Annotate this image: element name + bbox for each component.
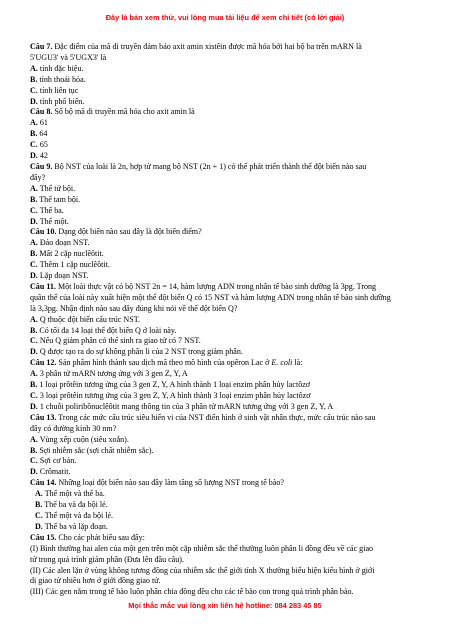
question-number: Câu 14. — [30, 478, 57, 488]
option-b — [30, 500, 428, 511]
option-d — [30, 347, 428, 358]
option-d — [30, 467, 428, 478]
option-b — [30, 249, 428, 260]
option-text: Đảo đoạn NST. — [37, 238, 90, 248]
option-letter: B. — [30, 380, 38, 390]
option-c — [30, 260, 428, 271]
option-letter: B. — [35, 500, 43, 510]
option-letter: C. — [30, 456, 38, 466]
option-c — [30, 336, 428, 347]
option-text: 64 — [37, 129, 48, 139]
question-9 — [30, 162, 428, 173]
option-b — [30, 326, 428, 337]
question-text: Những loại đột biến nào sau đây làm tăng số lượng NST trong tế bào? — [56, 478, 284, 488]
option-letter: C. — [30, 205, 38, 215]
option-a — [30, 184, 428, 195]
question-number: Câu 11. — [30, 281, 56, 291]
species-name: E. coli — [271, 358, 293, 368]
option-a — [30, 238, 428, 249]
option-text: Thể ba và đa bội lẻ. — [42, 500, 108, 510]
option-text: Sợi cơ bản. — [37, 456, 77, 466]
option-text: 61 — [37, 118, 48, 128]
statement-2-cont: dị giao tử nhiều hơn ở giới đồng giao tử. — [30, 576, 161, 586]
option-letter: A. — [30, 118, 38, 128]
option-text: Nếu Q giảm phân có thể sinh ra giao tử có 7 NST. — [37, 336, 201, 346]
question-12 — [30, 358, 428, 369]
option-c — [30, 86, 428, 97]
question-text-end: là: — [292, 358, 303, 368]
option-letter: C. — [30, 260, 38, 270]
option-c — [30, 206, 428, 217]
option-b — [30, 380, 428, 391]
question-14 — [30, 478, 428, 489]
option-a — [30, 64, 428, 75]
question-text-cont: đây có đường kính 30 nm? — [30, 423, 117, 433]
option-letter: A. — [30, 369, 38, 379]
question-8 — [30, 107, 428, 118]
question-number: Câu 15. — [30, 532, 57, 542]
question-text: Đặc điểm của mã di truyền đảm bảo axit amin xistêin được mã hóa bởi hai bộ ba trên mARN là — [52, 42, 362, 51]
option-letter: A. — [30, 183, 38, 193]
question-text: Bộ NST của loài là 2n, hợp tử mang bộ NST (2n + 1) có thể phát triển thành thể đột biến nào sau — [52, 161, 367, 171]
option-letter: D. — [35, 521, 43, 531]
option-letter: C. — [35, 510, 43, 520]
question-number: Câu 13. — [30, 412, 57, 422]
option-text: Vùng xếp cuộn (siêu xoắn). — [37, 434, 129, 444]
option-text: 1 chuỗi poliribônuclêôtit mang thông tin của 3 phân tử mARN tương ứng với 3 gen Z, Y, A — [37, 401, 334, 411]
question-number: Câu 10. — [30, 227, 57, 237]
option-text: Crômatit. — [37, 467, 71, 477]
option-text: Thể ba và lặp đoạn. — [42, 521, 108, 531]
option-c — [30, 511, 428, 522]
option-text: Mất 2 cặp nuclêôtit. — [37, 249, 104, 259]
option-c — [30, 391, 428, 402]
option-b — [30, 129, 428, 140]
option-letter: A. — [30, 238, 38, 248]
option-text: Thể ba. — [37, 205, 64, 215]
option-text: tính phổ biến. — [37, 96, 85, 106]
question-number: Câu 8. — [30, 107, 53, 117]
option-d — [30, 402, 428, 413]
document-body — [30, 42, 428, 598]
option-letter: B. — [30, 129, 38, 139]
option-text: tính thoái hóa. — [37, 74, 86, 84]
option-letter: D. — [30, 216, 38, 226]
question-text: Dạng đột biến nào sau đây là đột biến điểm? — [56, 227, 202, 237]
option-a — [30, 315, 428, 326]
option-a — [30, 435, 428, 446]
option-text: Q được tạo ra do sự không phân li của 2 NST trong giảm phân. — [37, 347, 243, 357]
option-letter: A. — [35, 489, 43, 499]
option-text: 1 loại prôtêin tương ứng của 3 gen Z, Y, A hình thành 1 loại enzim phân hủy lactôzơ — [37, 380, 311, 390]
option-text: 3 loại prôtêin tương ứng của 3 gen Z, Y, A hình thành 3 loại enzim phân hủy lactôzơ — [37, 391, 311, 400]
option-d — [30, 522, 428, 533]
statement-1: (I) Bình thường hai alen của một gen trên một cặp nhiễm sắc thể thường luôn phân li đồng đều về các giao — [30, 543, 374, 553]
option-letter: D. — [30, 151, 38, 161]
option-text: tính đặc hiệu. — [37, 63, 84, 73]
option-text: Có tối đa 14 loại thể đột biến Q ở loài này. — [37, 325, 177, 335]
option-b — [30, 195, 428, 206]
option-a — [30, 369, 428, 380]
option-text: Thể một và thể ba. — [42, 489, 105, 499]
option-d — [30, 97, 428, 108]
option-letter: B. — [30, 74, 38, 84]
option-d — [30, 271, 428, 282]
option-c — [30, 140, 428, 151]
option-text: Thể tam bội. — [37, 194, 81, 204]
question-number: Câu 12. — [30, 358, 57, 368]
option-a — [30, 118, 428, 129]
question-text: Trong các mức cấu trúc siêu hiển vi của NST điển hình ở sinh vật nhân thực, mức cấu trúc nào sau — [56, 412, 376, 422]
option-c — [30, 456, 428, 467]
option-text: 42 — [37, 151, 48, 161]
option-letter: C. — [30, 140, 38, 150]
option-text: Sợi nhiễm sắc (sợi chất nhiễm sắc). — [37, 445, 154, 455]
option-letter: D. — [30, 347, 38, 357]
option-letter: B. — [30, 249, 38, 259]
hotline-notice: Mọi thắc mắc vui lòng xin liên hệ hotline: 084 283 45 85 — [128, 601, 322, 610]
option-text: Thể một. — [37, 216, 69, 226]
question-number: Câu 7. — [30, 42, 53, 51]
option-a — [30, 489, 428, 500]
option-b — [30, 75, 428, 86]
question-text-cont: 5'UGU3' và 5'UGX3' là — [30, 52, 107, 62]
question-text: Số bộ mã di truyền mã hóa cho axit amin là — [52, 107, 195, 117]
question-text: Cho các phát biểu sau đây: — [56, 532, 145, 542]
option-letter: D. — [30, 271, 38, 281]
option-d — [30, 217, 428, 228]
option-text: Thêm 1 cặp nuclêôtit. — [37, 260, 110, 270]
question-13 — [30, 413, 428, 424]
question-text: Sản phẩm hình thành sau dịch mã theo mô hình của opêron Lac ở — [56, 358, 272, 368]
option-text: Thể tứ bội. — [37, 183, 76, 193]
statement-1-cont: tử trong quá trình giảm phân (Đưa lên đầu câu). — [30, 554, 184, 564]
option-letter: B. — [30, 445, 38, 455]
option-text: Thể một và đa bội lẻ. — [42, 510, 114, 520]
option-text: 3 phân tử mARN tương ứng với 3 gen Z, Y, A — [37, 369, 188, 379]
question-number: Câu 9. — [30, 161, 53, 171]
option-letter: B. — [30, 194, 38, 204]
question-15 — [30, 533, 428, 544]
option-letter: D. — [30, 96, 38, 106]
option-letter: D. — [30, 467, 38, 477]
option-letter: C. — [30, 336, 38, 346]
option-b — [30, 446, 428, 457]
option-text: Lặp đoạn NST. — [37, 271, 89, 281]
option-letter: A. — [30, 434, 38, 444]
question-11 — [30, 282, 428, 293]
option-d — [30, 151, 428, 162]
option-letter: D. — [30, 401, 38, 411]
option-letter: A. — [30, 314, 38, 324]
option-letter: C. — [30, 85, 38, 95]
question-7 — [30, 42, 428, 53]
question-text-cont: là 3,3pg. Nhận định nào sau đây đúng khi nói về thể đột biến Q? — [30, 303, 238, 313]
question-text-cont: đây? — [30, 172, 46, 182]
preview-notice: Đây là bản xem thử, vui lòng mua tài liệu để xem chi tiết (có lời giải) — [105, 13, 345, 22]
statement-3: (III) Các gen nằm trong tế bào luôn phân chia đồng đều cho các tế bào con trong quá trình phân bào. — [30, 587, 354, 597]
option-text: Q thuộc đột biến cấu trúc NST. — [37, 314, 141, 324]
option-text: tính liên tục — [37, 85, 79, 95]
statement-2: (II) Các alen lặn ở vùng không tương đồng của nhiễm sắc thể giới tính X thường biểu hiện kiểu hình ở giới — [30, 565, 375, 575]
question-text: Một loài thực vật có bộ NST 2n = 14, hàm lượng ADN trong nhân tế bào sinh dưỡng là 3pg. Trong — [55, 281, 377, 291]
question-10 — [30, 227, 428, 238]
option-letter: C. — [30, 391, 38, 400]
option-text: 65 — [37, 140, 48, 150]
option-letter: A. — [30, 63, 38, 73]
question-text-cont: quần thể của loài này xuất hiện một thể đột biến Q có 15 NST và hàm lượng ADN trong nhân tế bào sinh dưỡng — [30, 292, 391, 302]
option-letter: B. — [30, 325, 38, 335]
